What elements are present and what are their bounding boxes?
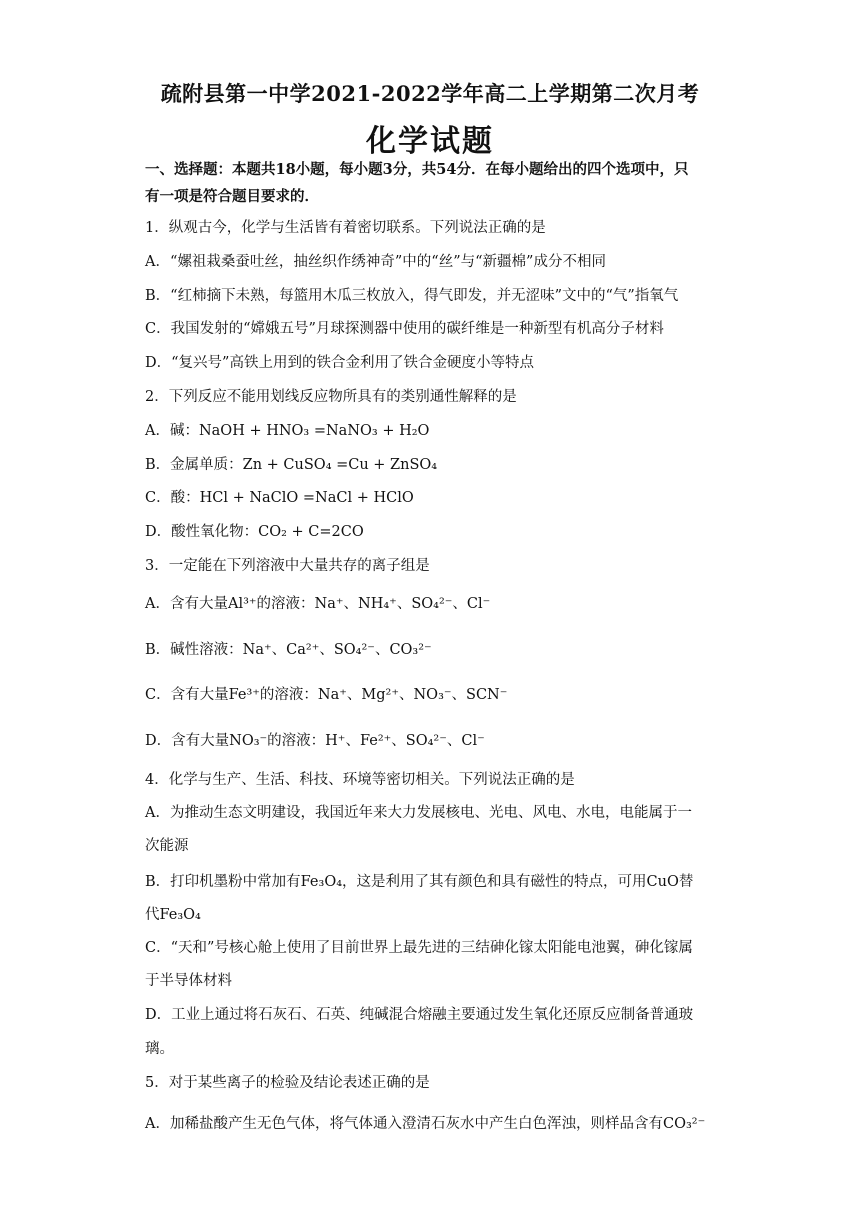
q3-option-b: B．碱性溶液：Na⁺、Ca²⁺、SO₄²⁻、CO₃²⁻ [145, 642, 432, 658]
q2-option-c: C．酸：HCl + NaClO =NaCl + HClO [145, 490, 414, 506]
q2-option-a: A．碱：NaOH + HNO₃ =NaNO₃ + H₂O [145, 423, 430, 439]
q3-option-c: C．含有大量Fe³⁺的溶液：Na⁺、Mg²⁺、NO₃⁻、SCN⁻ [145, 687, 508, 703]
q1-option-a: A．“嫘祖栽桑蚕吐丝，抽丝织作绣神奇”中的“丝”与“新疆棉”成分不相同 [145, 254, 606, 270]
q4-option-d-line-2: 璃。 [145, 1041, 174, 1057]
q4-option-c-line-2: 于半导体材料 [145, 973, 232, 989]
q3-stem: 3．一定能在下列溶液中大量共存的离子组是 [145, 558, 430, 574]
q4-option-d-line-1: D．工业上通过将石灰石、石英、纯碱混合熔融主要通过发生氧化还原反应制备普通玻 [145, 1007, 694, 1023]
q4-stem: 4．化学与生产、生活、科技、环境等密切相关。下列说法正确的是 [145, 772, 575, 788]
q5-stem: 5．对于某些离子的检验及结论表述正确的是 [145, 1075, 430, 1091]
section-instruction-line-2: 有一项是符合题目要求的． [145, 188, 319, 205]
q1-option-b: B．“红柿摘下未熟，每篮用木瓜三枚放入，得气即发，并无涩味”文中的“气”指氧气 [145, 288, 679, 304]
exam-subtitle: 化学试题 [366, 124, 494, 159]
q4-option-b-line-2: 代Fe₃O₄ [145, 907, 201, 923]
q4-option-a-line-1: A．为推动生态文明建设，我国近年来大力发展核电、光电、风电、水电，电能属于一 [145, 805, 692, 821]
q5-option-a: A．加稀盐酸产生无色气体，将气体通入澄清石灰水中产生白色浑浊，则样品含有CO₃²⁻ [145, 1116, 706, 1132]
q4-option-c-line-1: C．“天和”号核心舱上使用了目前世界上最先进的三结砷化镓太阳能电池翼，砷化镓属 [145, 940, 693, 956]
section-instruction-line-1: 一、选择题：本题共18小题，每小题3分，共54分．在每小题给出的四个选项中，只 [145, 161, 689, 178]
q1-stem: 1．纵观古今，化学与生活皆有着密切联系。下列说法正确的是 [145, 220, 546, 236]
exam-title: 疏附县第一中学2021-2022学年高二上学期第二次月考 [160, 81, 700, 106]
q3-option-d: D．含有大量NO₃⁻的溶液：H⁺、Fe²⁺、SO₄²⁻、Cl⁻ [145, 733, 485, 749]
q4-option-a-line-2: 次能源 [145, 838, 189, 854]
q2-stem: 2．下列反应不能用划线反应物所具有的类别通性解释的是 [145, 389, 517, 405]
q3-option-a: A．含有大量Al³⁺的溶液：Na⁺、NH₄⁺、SO₄²⁻、Cl⁻ [145, 596, 491, 612]
q2-option-d: D．酸性氧化物：CO₂ + C=2CO [145, 524, 364, 540]
q2-option-b: B．金属单质：Zn + CuSO₄ =Cu + ZnSO₄ [145, 457, 438, 473]
q1-option-d: D．“复兴号”高铁上用到的铁合金利用了铁合金硬度小等特点 [145, 355, 534, 371]
q1-option-c: C．我国发射的“嫦娥五号”月球探测器中使用的碳纤维是一种新型有机高分子材料 [145, 321, 664, 337]
q4-option-b-line-1: B．打印机墨粉中常加有Fe₃O₄，这是利用了其有颜色和具有磁性的特点，可用CuO替 [145, 874, 694, 890]
